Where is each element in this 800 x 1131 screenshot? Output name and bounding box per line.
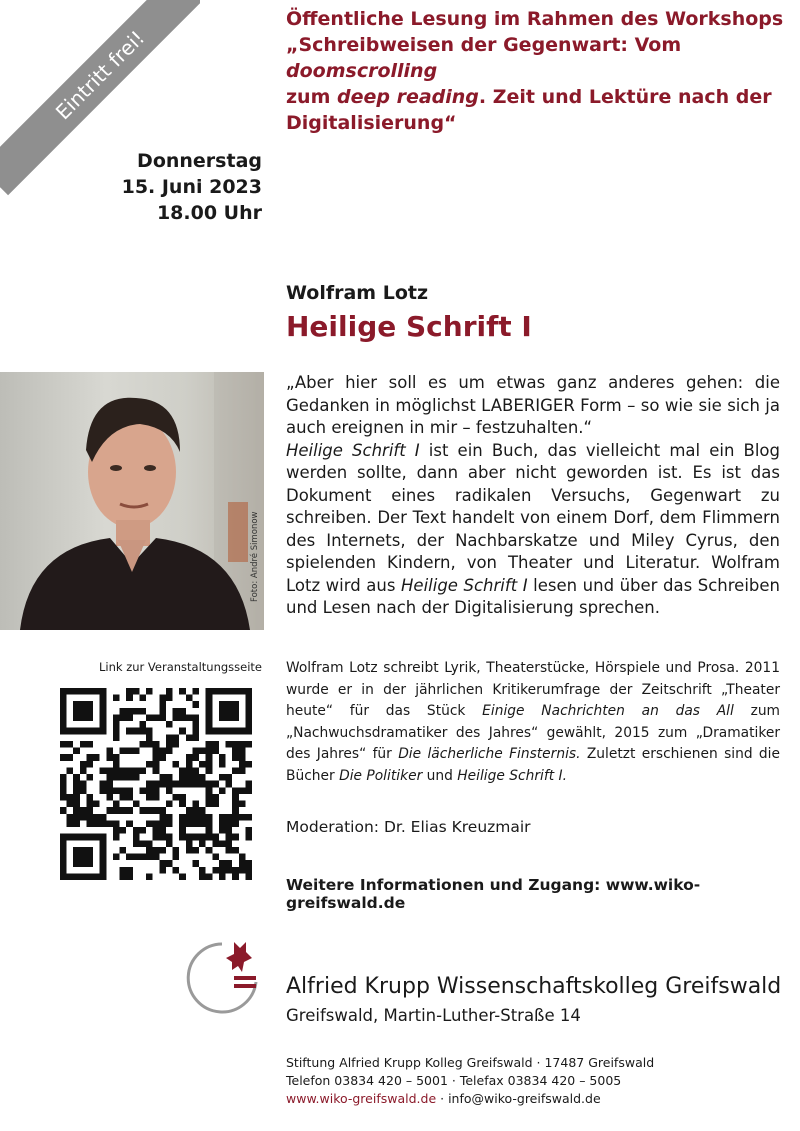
phone-line: Telefon 03834 420 – 5001 · Telefax 03834 420 – 5005 <box>286 1073 622 1088</box>
event-weekday: Donnerstag <box>137 150 262 172</box>
author-photo <box>0 372 264 630</box>
event-date <box>122 148 262 226</box>
description-quote: „Aber hier soll es um etwas ganz anderes gehen: die Gedanken in möglichst LABERIGER Form – so wie sie sich ja auch ereignen in mir – festzuhalten.“ <box>286 373 780 437</box>
free-entry-badge: Eintritt frei! <box>0 0 200 195</box>
author-name: Wolfram Lotz <box>286 282 429 304</box>
intro-line-1: Öffentliche Lesung im Rahmen des Workshops <box>286 8 784 30</box>
intro-line-4: Digitalisierung“ <box>286 112 457 134</box>
more-info: Weitere Informationen und Zugang: www.wiko-greifswald.de <box>286 876 701 912</box>
photo-credit: Foto: André Simonow <box>250 511 260 602</box>
event-description: „Aber hier soll es um etwas ganz anderes gehen: die Gedanken in möglichst LABERIGER Form – so wie sie sich ja auch ereignen in mir – festzuhalten.“ Heilige Schrift I ist ein Buch, das vielleicht mal ein Blog werden sollte, dann aber nicht geworden ist. Es ist das Dokument eines radikalen Versuchs, Gegenwart zu schreiben. Der Text handelt von einem Dorf, dem Flimmern des Internets, der Nachbarskatze und Miley Cyrus, den spielenden Kindern, von Theater und Literatur. Wolfram Lotz wird aus Heilige Schrift I lesen und über das Schreiben und Lesen nach der Digitalisierung sprechen. <box>286 373 780 617</box>
book-title-ref-2: Heilige Schrift I <box>401 575 528 595</box>
qr-code[interactable] <box>60 688 252 880</box>
event-time: 18.00 Uhr <box>156 202 262 224</box>
qr-label: Link zur Veranstaltungsseite <box>99 660 262 674</box>
institution-name: Alfried Krupp Wissenschaftskolleg Greifswald <box>286 974 782 999</box>
book-title-ref: Heilige Schrift I <box>286 440 420 460</box>
intro-line-3: zum deep reading. Zeit und Lektüre nach der <box>286 86 772 108</box>
event-day: 15. Juni 2023 <box>121 176 262 198</box>
website-link[interactable]: www.wiko-greifswald.de <box>286 1091 437 1106</box>
moderation: Moderation: Dr. Elias Kreuzmair <box>286 818 531 836</box>
intro-line-2: „Schreibweisen der Gegenwart: Vom doomscrolling <box>286 34 682 82</box>
web-line: www.wiko-greifswald.de · info@wiko-greifswald.de <box>286 1091 601 1106</box>
foundation-line: Stiftung Alfried Krupp Kolleg Greifswald · 17487 Greifswald <box>286 1055 655 1070</box>
author-bio: Wolfram Lotz schreibt Lyrik, Theaterstücke, Hörspiele und Prosa. 2011 wurde er in der jährlichen Kritikerumfrage der Zeitschrift „Theater heute“ für das Stück Einige Nachrichten an das All zum „Nachwuchsdramatiker des Jahres“ gewählt, 2015 zum „Dramatiker des Jahres“ für Die lächerliche Finsternis. Zuletzt erschienen sind die Bücher Die Politiker und Heilige Schrift I. <box>286 660 781 784</box>
reading-title: Heilige Schrift I <box>286 310 532 343</box>
event-intro <box>286 6 786 136</box>
portrait-illustration <box>0 372 264 630</box>
footer-contacts <box>286 1054 654 1108</box>
kolleg-logo <box>178 938 264 1018</box>
email-link[interactable]: info@wiko-greifswald.de <box>448 1091 601 1106</box>
institution-address: Greifswald, Martin-Luther-Straße 14 <box>286 1006 581 1025</box>
